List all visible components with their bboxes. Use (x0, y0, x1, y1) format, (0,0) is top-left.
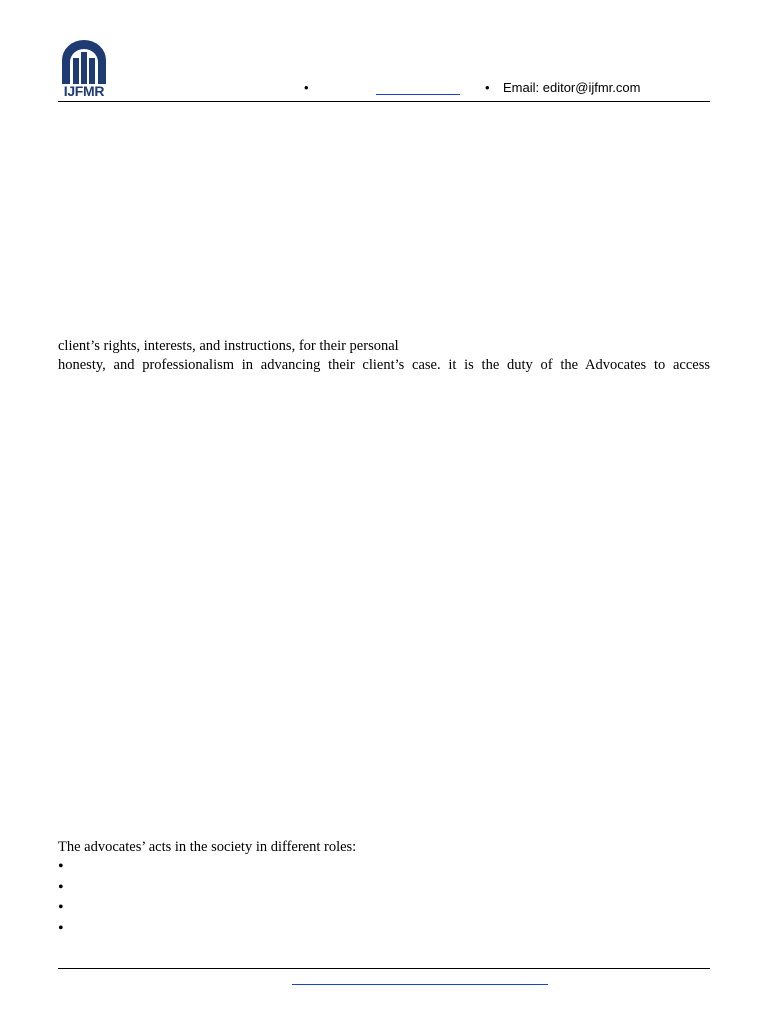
footer-divider (58, 968, 710, 969)
roles-heading: The advocates’ acts in the society in different roles: (58, 839, 357, 855)
header-divider (58, 101, 710, 102)
footer-link[interactable] (292, 984, 548, 985)
header-contact-bar (0, 80, 768, 98)
email-contact[interactable]: Email: editor@ijfmr.com (503, 80, 641, 95)
body-text-line-1: client’s rights, interests, and instructions, for their personal (58, 338, 399, 354)
logo-wordmark: IJFMR (63, 83, 105, 99)
header-bullet-website: • (304, 80, 309, 95)
website-link[interactable] (376, 94, 460, 95)
body-text-line-2: honesty, and professionalism in advancing their client’s case. it is the duty of the Advocates to access (58, 357, 710, 373)
header-bullet-email: • (485, 80, 490, 95)
building-arch-icon (60, 40, 108, 84)
